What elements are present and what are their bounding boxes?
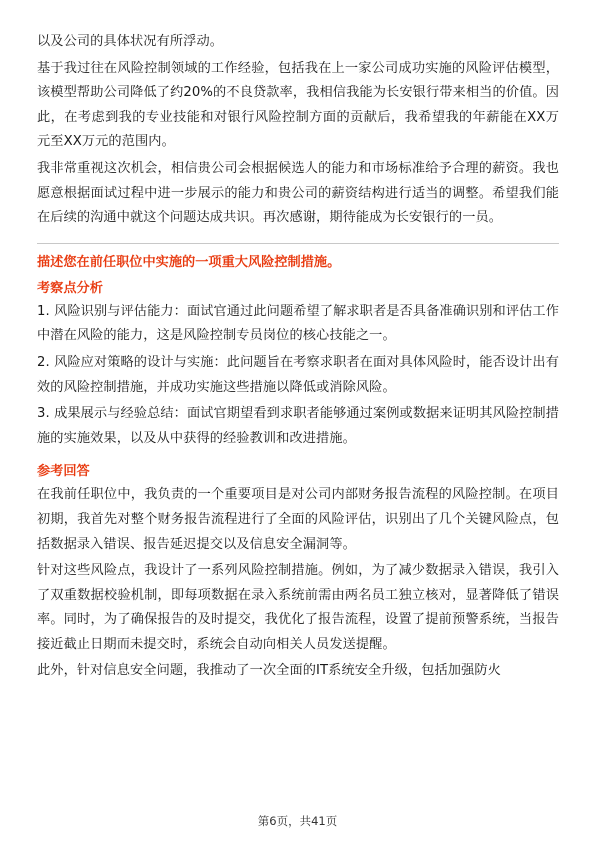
analysis-heading: 考察点分析 bbox=[37, 280, 103, 296]
body-paragraph: 基于我过往在风险控制领域的工作经验，包括我在上一家公司成功实施的风险评估模型，该模型帮助公司降低了约20%的不良贷款率，我相信我能为长安银行带来相当的价值。因此，在考虑到我的专业技能和对银行风险控制方面的贡献后，我希望我的年薪能在XX万元至XX万元的范围内。 bbox=[37, 60, 559, 150]
analysis-item: 1. 风险识别与评估能力：面试官通过此问题希望了解求职者是否具备准确识别和评估工作中潜在风险的能力，这是风险控制专员岗位的核心技能之一。 bbox=[37, 303, 559, 344]
question-title: 描述您在前任职位中实施的一项重大风险控制措施。 bbox=[37, 254, 341, 270]
reference-heading: 参考回答 bbox=[37, 464, 90, 480]
section-divider bbox=[37, 243, 559, 244]
reference-paragraph: 针对这些风险点，我设计了一系列风险控制措施。例如，为了减少数据录入错误，我引入了双重数据校验机制，即每项数据在录入系统前需由两名员工独立核对，显著降低了错误率。同时，为了确保报告的及时提交，我优化了报告流程，设置了提前预警系统，当报告接近截止日期而未提交时，系统会自动向相关人员发送提醒。 bbox=[37, 563, 559, 652]
reference-paragraph: 在我前任职位中，我负责的一个重要项目是对公司内部财务报告流程的风险控制。在项目初期，我首先对整个财务报告流程进行了全面的风险评估，识别出了几个关键风险点，包括数据录入错误、报告延迟提交以及信息安全漏洞等。 bbox=[37, 487, 559, 552]
reference-paragraph: 此外，针对信息安全问题，我推动了一次全面的IT系统安全升级，包括加强防火 bbox=[37, 663, 501, 679]
page-content bbox=[37, 30, 559, 684]
body-paragraph: 我非常重视这次机会，相信贵公司会根据候选人的能力和市场标准给予合理的薪资。我也愿意根据面试过程中进一步展示的能力和贵公司的薪资结构进行适当的调整。希望我们能在后续的沟通中就这个问题达成共识。再次感谢，期待能成为长安银行的一员。 bbox=[37, 160, 559, 226]
analysis-item: 2. 风险应对策略的设计与实施：此问题旨在考察求职者在面对具体风险时，能否设计出有效的风险控制措施，并成功实施这些措施以降低或消除风险。 bbox=[37, 354, 559, 395]
body-paragraph: 以及公司的具体状况有所浮动。 bbox=[37, 34, 224, 49]
page-number: 第6页，共41页 bbox=[257, 814, 338, 828]
analysis-item: 3. 成果展示与经验总结：面试官期望看到求职者能够通过案例或数据来证明其风险控制措施的实施效果，以及从中获得的经验教训和改进措施。 bbox=[37, 406, 559, 446]
